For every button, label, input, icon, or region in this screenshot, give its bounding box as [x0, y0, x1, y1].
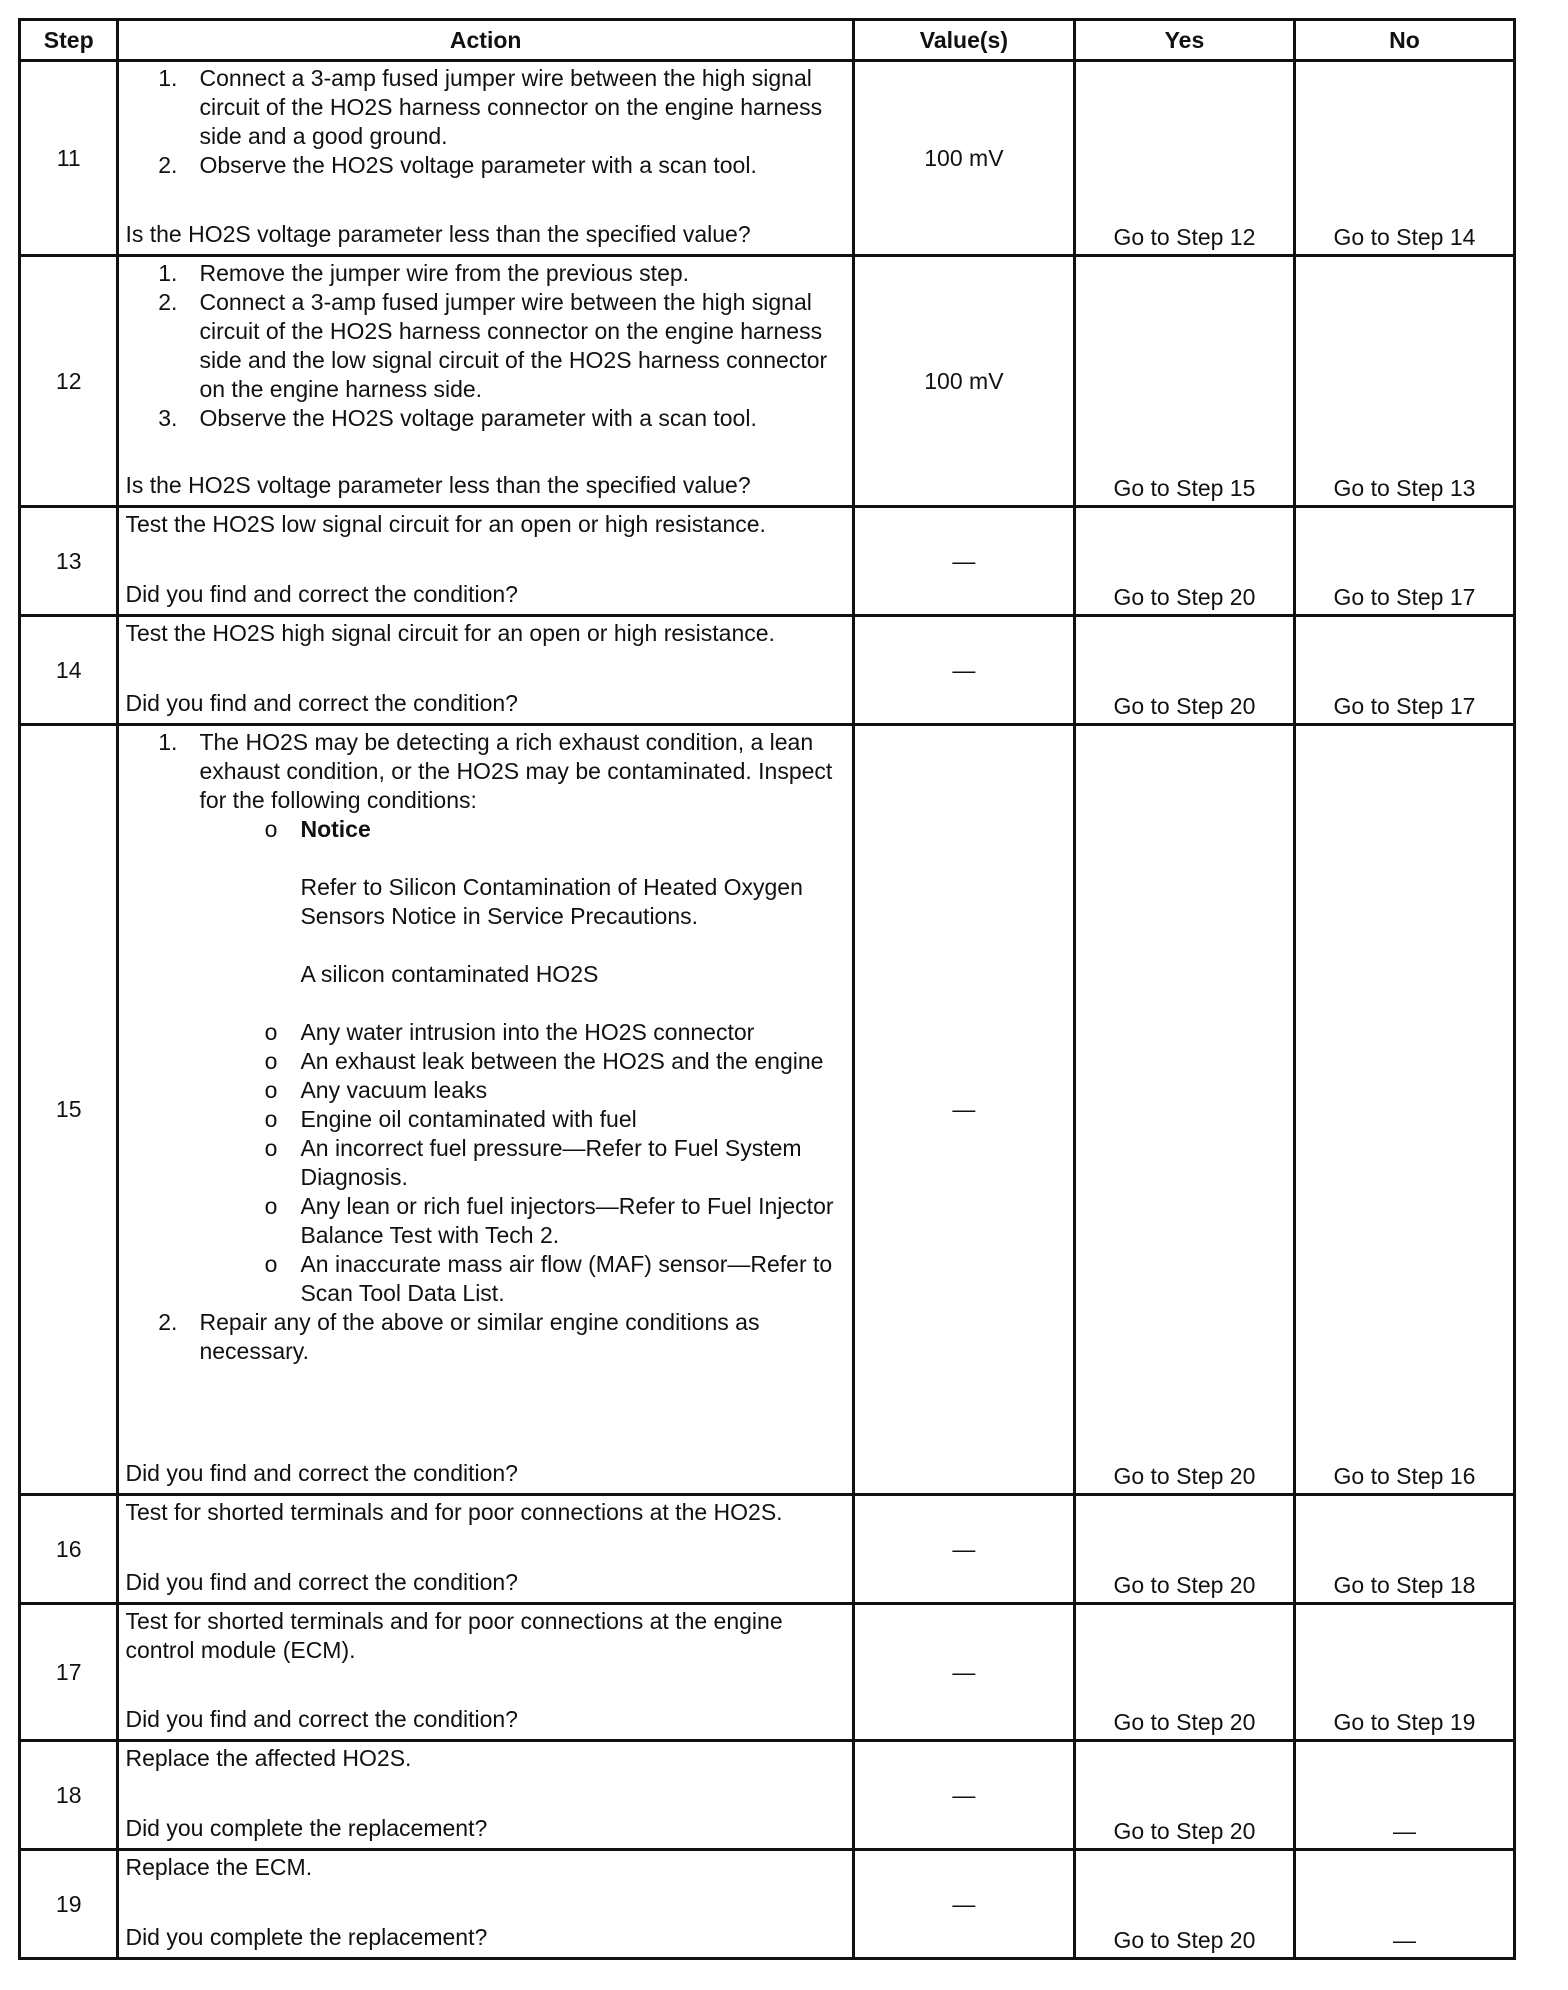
bullet-icon: o	[264, 1019, 278, 1045]
header-no: No	[1294, 20, 1514, 61]
action-text: Test for shorted terminals and for poor connections at the HO2S.	[125, 1499, 783, 1525]
question-text: Did you find and correct the condition?	[125, 1706, 518, 1732]
action-text: Replace the affected HO2S.	[125, 1745, 412, 1771]
action-cell	[118, 507, 853, 616]
table-row-step-15	[20, 725, 1515, 1495]
step-number: 18	[20, 1741, 118, 1850]
step-number: 16	[20, 1495, 118, 1604]
step-number: 19	[20, 1850, 118, 1959]
bullet-icon: o	[264, 1077, 278, 1103]
notice-item	[199, 815, 845, 1018]
yes-link[interactable]: Go to Step 20	[1074, 1495, 1294, 1604]
bullet-icon: o	[264, 816, 278, 842]
action-cell	[118, 725, 853, 1495]
condition-item	[199, 1047, 845, 1076]
action-cell	[118, 256, 853, 507]
yes-link[interactable]: Go to Step 20	[1074, 616, 1294, 725]
bullet-icon: o	[264, 1251, 278, 1277]
item-number: 3.	[158, 405, 178, 431]
condition-item	[199, 1134, 845, 1192]
question-text: Is the HO2S voltage parameter less than the specified value?	[125, 221, 751, 247]
condition-item	[199, 1076, 845, 1105]
yes-link[interactable]: Go to Step 20	[1074, 507, 1294, 616]
list-item	[125, 64, 845, 151]
value-cell: —	[853, 1495, 1074, 1604]
no-link[interactable]: Go to Step 17	[1294, 616, 1514, 725]
yes-link[interactable]: Go to Step 20	[1074, 725, 1294, 1495]
item-number: 2.	[158, 1309, 178, 1335]
condition-item	[199, 1105, 845, 1134]
table-row-step-12	[20, 256, 1515, 507]
yes-link[interactable]: Go to Step 15	[1074, 256, 1294, 507]
action-cell	[118, 1850, 853, 1959]
table-row-step-18	[20, 1741, 1515, 1850]
no-link[interactable]: Go to Step 13	[1294, 256, 1514, 507]
diagnostic-table	[18, 18, 1516, 1960]
yes-link[interactable]: Go to Step 12	[1074, 61, 1294, 256]
condition-text: Any water intrusion into the HO2S connector	[300, 1019, 755, 1045]
step-number: 12	[20, 256, 118, 507]
action-text: Test for shorted terminals and for poor connections at the engine control module (ECM).	[125, 1608, 783, 1663]
no-link[interactable]: Go to Step 14	[1294, 61, 1514, 256]
question-text: Is the HO2S voltage parameter less than the specified value?	[125, 472, 751, 498]
item-number: 2.	[158, 289, 178, 315]
header-yes: Yes	[1074, 20, 1294, 61]
item-text: Repair any of the above or similar engine conditions as necessary.	[199, 1309, 760, 1364]
notice-title: Notice	[300, 816, 371, 842]
item-text: Observe the HO2S voltage parameter with a scan tool.	[199, 405, 757, 431]
step-number: 13	[20, 507, 118, 616]
action-text: Replace the ECM.	[125, 1854, 313, 1880]
action-cell	[118, 616, 853, 725]
header-values: Value(s)	[853, 20, 1074, 61]
question-text: Did you complete the replacement?	[125, 1815, 488, 1841]
condition-text: An incorrect fuel pressure—Refer to Fuel System Diagnosis.	[300, 1135, 802, 1190]
table-row-step-13	[20, 507, 1515, 616]
list-item	[125, 151, 845, 180]
question-text: Did you find and correct the condition?	[125, 690, 518, 716]
table-row-step-17	[20, 1604, 1515, 1741]
header-action: Action	[118, 20, 853, 61]
item-number: 1.	[158, 729, 178, 755]
condition-text: Engine oil contaminated with fuel	[300, 1106, 637, 1132]
condition-text: An inaccurate mass air flow (MAF) sensor—Refer to Scan Tool Data List.	[300, 1251, 833, 1306]
notice-text: Refer to Silicon Contamination of Heated Oxygen Sensors Notice in Service Precautions.	[300, 874, 803, 929]
condition-item	[199, 1018, 845, 1047]
condition-text: Any lean or rich fuel injectors—Refer to Fuel Injector Balance Test with Tech 2.	[300, 1193, 834, 1248]
item-number: 1.	[158, 260, 178, 286]
item-text: Remove the jumper wire from the previous step.	[199, 260, 690, 286]
item-text: The HO2S may be detecting a rich exhaust condition, a lean exhaust condition, or the HO2S may be contaminated. Inspect for the following conditions:	[199, 729, 833, 813]
action-cell	[118, 1741, 853, 1850]
step-number: 11	[20, 61, 118, 256]
no-cell: —	[1294, 1741, 1514, 1850]
step-number: 15	[20, 725, 118, 1495]
item-number: 1.	[158, 65, 178, 91]
bullet-icon: o	[264, 1135, 278, 1161]
table-row-step-16	[20, 1495, 1515, 1604]
condition-text: Any vacuum leaks	[300, 1077, 488, 1103]
value-cell: —	[853, 1850, 1074, 1959]
question-text: Did you find and correct the condition?	[125, 1460, 518, 1486]
value-cell: 100 mV	[853, 61, 1074, 256]
header-row	[20, 20, 1515, 61]
header-step: Step	[20, 20, 118, 61]
condition-item	[199, 1192, 845, 1250]
list-item	[125, 404, 845, 433]
action-text: Test the HO2S high signal circuit for an open or high resistance.	[125, 620, 775, 646]
list-item	[125, 728, 845, 1308]
yes-link[interactable]: Go to Step 20	[1074, 1850, 1294, 1959]
no-link[interactable]: Go to Step 19	[1294, 1604, 1514, 1741]
action-cell	[118, 61, 853, 256]
list-item	[125, 259, 845, 288]
value-cell: —	[853, 1604, 1074, 1741]
value-cell: —	[853, 616, 1074, 725]
action-cell	[118, 1495, 853, 1604]
item-text: Observe the HO2S voltage parameter with a scan tool.	[199, 152, 757, 178]
yes-link[interactable]: Go to Step 20	[1074, 1741, 1294, 1850]
notice-item-text: A silicon contaminated HO2S	[300, 961, 599, 987]
condition-item	[199, 1250, 845, 1308]
bullet-icon: o	[264, 1106, 278, 1132]
question-text: Did you find and correct the condition?	[125, 581, 518, 607]
no-cell: —	[1294, 1850, 1514, 1959]
action-text: Test the HO2S low signal circuit for an open or high resistance.	[125, 511, 766, 537]
no-link[interactable]: Go to Step 16	[1294, 725, 1514, 1495]
list-item	[125, 288, 845, 404]
no-link[interactable]: Go to Step 18	[1294, 1495, 1514, 1604]
value-cell: —	[853, 1741, 1074, 1850]
bullet-icon: o	[264, 1193, 278, 1219]
step-number: 14	[20, 616, 118, 725]
item-number: 2.	[158, 152, 178, 178]
action-cell	[118, 1604, 853, 1741]
value-cell: 100 mV	[853, 256, 1074, 507]
step-number: 17	[20, 1604, 118, 1741]
yes-link[interactable]: Go to Step 20	[1074, 1604, 1294, 1741]
list-item	[125, 1308, 845, 1366]
no-link[interactable]: Go to Step 17	[1294, 507, 1514, 616]
table-row-step-11	[20, 61, 1515, 256]
item-text: Connect a 3-amp fused jumper wire between the high signal circuit of the HO2S harness connector on the engine harness side and a good ground.	[199, 65, 823, 149]
value-cell: —	[853, 507, 1074, 616]
bullet-icon: o	[264, 1048, 278, 1074]
question-text: Did you find and correct the condition?	[125, 1569, 518, 1595]
question-text: Did you complete the replacement?	[125, 1924, 488, 1950]
condition-text: An exhaust leak between the HO2S and the engine	[300, 1048, 824, 1074]
table-row-step-14	[20, 616, 1515, 725]
table-row-step-19	[20, 1850, 1515, 1959]
item-text: Connect a 3-amp fused jumper wire between the high signal circuit of the HO2S harness connector on the engine harness side and the low signal circuit of the HO2S harness connector on the engine harness side.	[199, 289, 828, 402]
value-cell: —	[853, 725, 1074, 1495]
